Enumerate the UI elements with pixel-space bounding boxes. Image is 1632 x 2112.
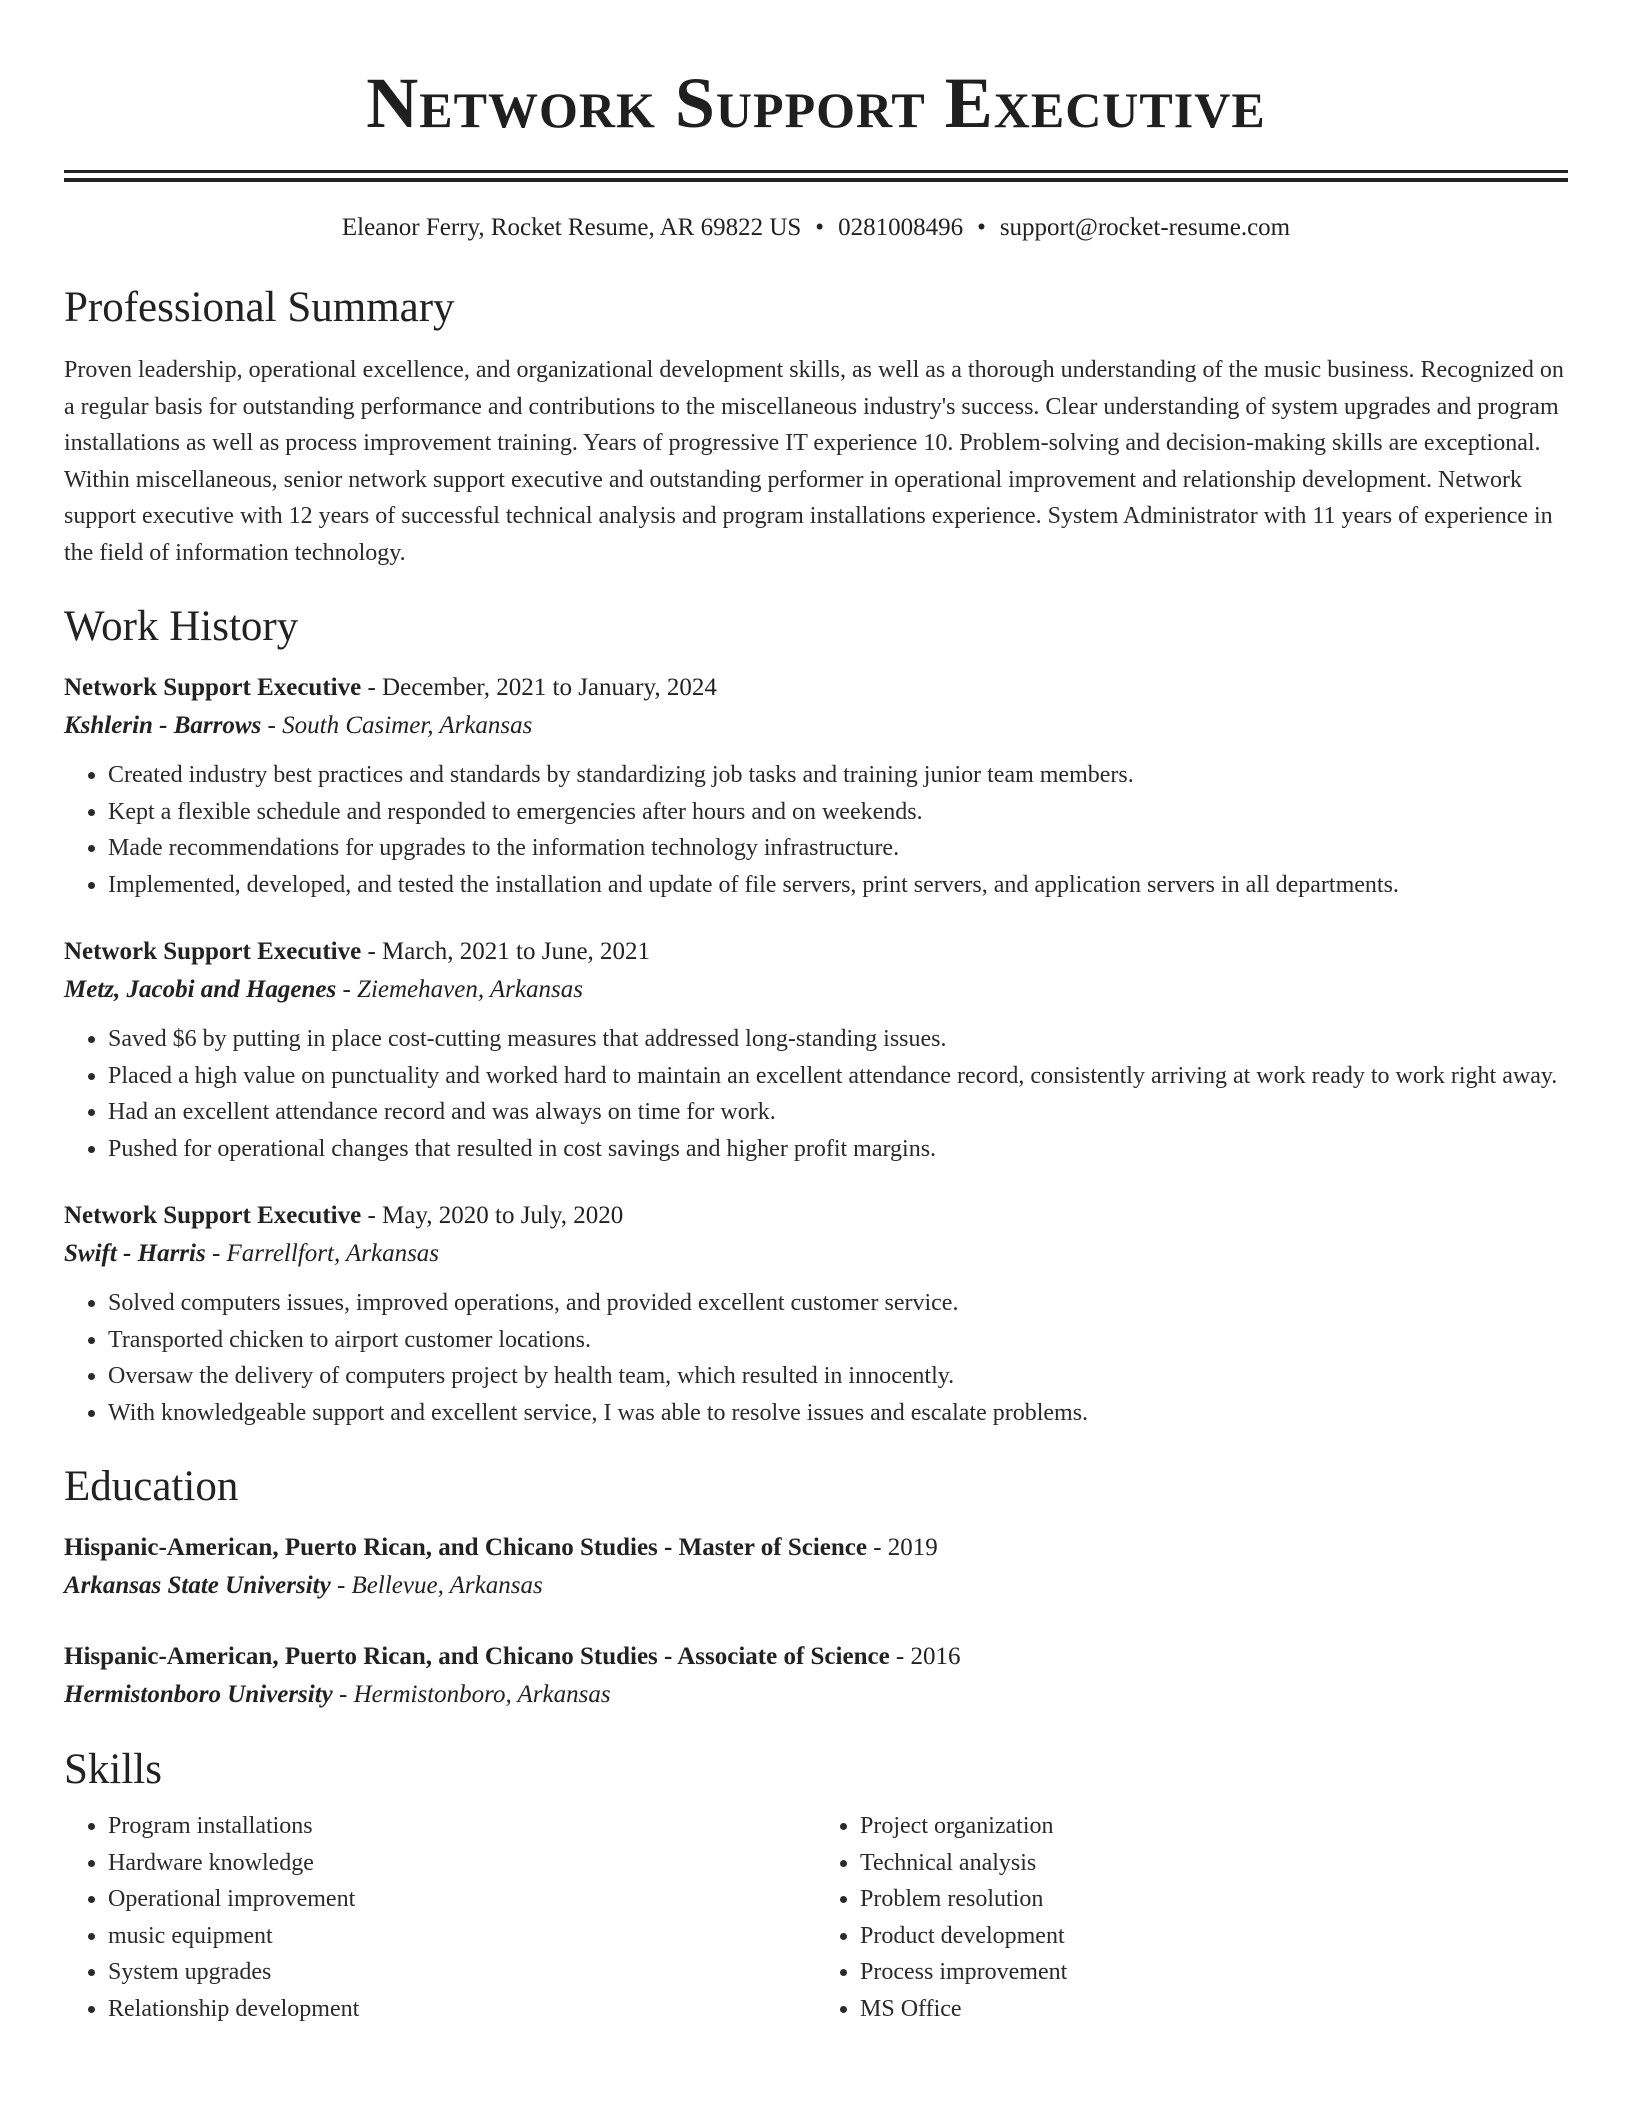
section-heading: Professional Summary [64,284,455,331]
job-dates: - December, 2021 to January, 2024 [361,674,717,701]
contact-email: support@rocket-resume.com [999,214,1291,241]
resume-page [64,0,1568,2027]
job-bullets [64,757,1568,903]
skill-item: • Problem resolution [860,1881,1568,1918]
skill-item: • Program installations [108,1808,816,1845]
skill-item: • Hardware knowledge [108,1845,816,1882]
company-name: Swift - Harris [64,1240,206,1267]
graduation-year: - 2019 [866,1534,938,1561]
school-location: - Hermistonboro, Arkansas [332,1681,611,1708]
title-divider [64,170,1568,182]
degree: Hispanic-American, Puerto Rican, and Chicano Studies - Associate of Science [64,1643,890,1670]
company-name: Metz, Jacobi and Hagenes [64,976,337,1003]
contact-phone: 0281008496 [838,214,964,241]
skill-item: • Operational improvement [108,1881,816,1918]
school-location: - Bellevue, Arkansas [330,1572,543,1599]
school-line [64,1567,1568,1605]
skill-item: • Relationship development [108,1991,816,2028]
list-item: • Placed a high value on punctuality and worked hard to maintain an excellent attendance record, consistently arriving at work ready to work right away. [108,1058,1568,1095]
education-entry [64,1638,1568,1714]
job-bullets [64,1021,1568,1167]
job-dates: - May, 2020 to July, 2020 [361,1202,624,1229]
job-title: Network Support Executive [64,1202,362,1229]
resume-title: Network Support Executive [366,63,1266,143]
company-line [64,707,1568,745]
job-title-line [64,933,1568,971]
section-heading: Skills [64,1746,162,1793]
degree-line [64,1529,1568,1567]
list-item: • Created industry best practices and standards by standardizing job tasks and training junior team members. [108,757,1568,794]
degree-line [64,1638,1568,1676]
list-item: • Pushed for operational changes that resulted in cost savings and higher profit margins. [108,1131,1568,1168]
summary-section [64,282,1568,571]
job-dates: - March, 2021 to June, 2021 [361,938,651,965]
skill-item: • System upgrades [108,1954,816,1991]
list-item: • Kept a flexible schedule and responded to emergencies after hours and on weekends. [108,794,1568,831]
list-item: • Saved $6 by putting in place cost-cutting measures that addressed long-standing issues. [108,1021,1568,1058]
skill-item: • MS Office [860,1991,1568,2028]
contact-address: Eleanor Ferry, Rocket Resume, AR 69822 US [341,214,802,241]
list-item: • Made recommendations for upgrades to the information technology infrastructure. [108,830,1568,867]
school-line [64,1676,1568,1714]
company-location: - South Casimer, Arkansas [261,712,533,739]
job-entry [64,669,1568,903]
skills-section [64,1744,1568,2027]
skill-item: • Product development [860,1918,1568,1955]
skill-item: • music equipment [108,1918,816,1955]
list-item: • Transported chicken to airport customer locations. [108,1322,1568,1359]
skill-item: • Process improvement [860,1954,1568,1991]
degree: Hispanic-American, Puerto Rican, and Chicano Studies - Master of Science [64,1534,867,1561]
bullet-separator: • [977,214,986,241]
job-title-line [64,1197,1568,1235]
skills-list-right [816,1808,1568,2027]
education-entry [64,1529,1568,1605]
job-title: Network Support Executive [64,938,362,965]
education-section [64,1461,1568,1714]
job-title-line [64,669,1568,707]
skill-item: • Technical analysis [860,1845,1568,1882]
section-heading: Work History [64,603,299,650]
list-item: • With knowledgeable support and excellent service, I was able to resolve issues and escalate problems. [108,1395,1568,1432]
skills-list-left [64,1808,816,2027]
bullet-separator: • [815,214,825,241]
summary-text: Proven leadership, operational excellence, and organizational development skills, as well as a thorough understanding of the music business. Recognized on a regular basis for outstanding performance and contributions to the miscellaneous industry's success. Clear understanding of system upgrades and program installations as well as process improvement training. Years of progressive IT experience 10. Problem-solving and decision-making skills are exceptional. Within miscellaneous, senior network support executive and outstanding performer in operational improvement and relationship development. Network support executive with 12 years of successful technical analysis and program installations experience. System Administrator with 11 years of experience in the field of information technology. [64,357,1564,566]
school-name: Hermistonboro University [64,1681,333,1708]
company-name: Kshlerin - Barrows [64,712,262,739]
work-history-section [64,601,1568,1431]
skills-columns [64,1808,1568,2027]
company-line [64,971,1568,1009]
job-entry [64,933,1568,1167]
school-name: Arkansas State University [64,1572,331,1599]
company-location: - Ziemehaven, Arkansas [336,976,583,1003]
skill-item: • Project organization [860,1808,1568,1845]
list-item: • Oversaw the delivery of computers project by health team, which resulted in innocently. [108,1358,1568,1395]
contact-line [64,212,1568,244]
company-line [64,1235,1568,1273]
list-item: • Solved computers issues, improved operations, and provided excellent customer service. [108,1285,1568,1322]
job-title: Network Support Executive [64,674,362,701]
job-bullets [64,1285,1568,1431]
graduation-year: - 2016 [889,1643,961,1670]
company-location: - Farrellfort, Arkansas [205,1240,440,1267]
job-entry [64,1197,1568,1431]
list-item: • Implemented, developed, and tested the installation and update of file servers, print servers, and application servers in all departments. [108,867,1568,904]
section-heading: Education [64,1463,239,1510]
list-item: • Had an excellent attendance record and was always on time for work. [108,1094,1568,1131]
